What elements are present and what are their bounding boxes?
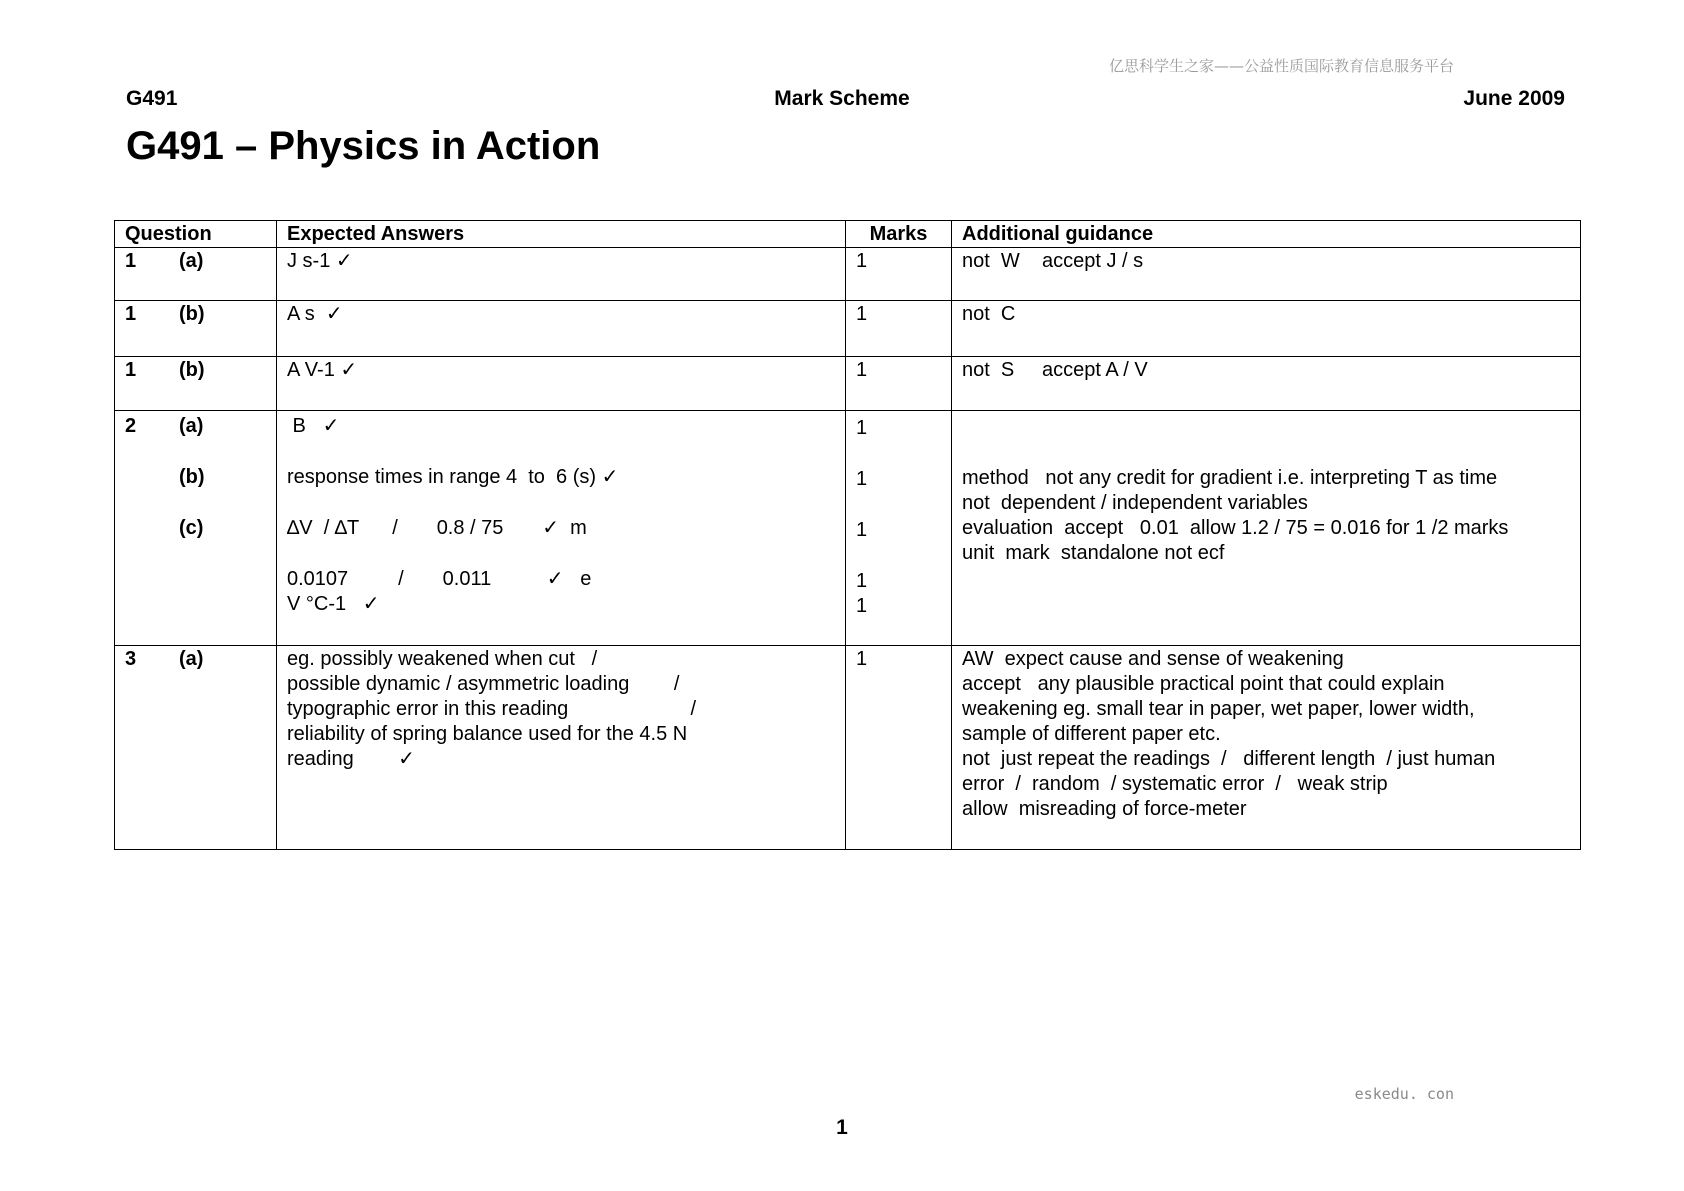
watermark-bottom: eskedu. con <box>1354 1085 1454 1103</box>
answer-line: eg. possibly weakened when cut / <box>287 648 598 670</box>
answer-line: ∆V / ∆T / 0.8 / 75 ✓ m <box>287 517 587 539</box>
answer-line: typographic error in this reading / <box>287 698 697 720</box>
expected-answer-cell <box>277 357 846 411</box>
header-paper-code: G491 <box>126 87 178 110</box>
question-part: (a) <box>179 648 204 670</box>
question-part: (a) <box>179 250 204 272</box>
guidance-line: allow misreading of force-meter <box>962 798 1247 820</box>
question-number: 1 <box>125 359 137 381</box>
question-cell <box>115 411 277 646</box>
table-row <box>115 357 1581 411</box>
answer-line: A V-1 ✓ <box>287 359 358 381</box>
guidance-cell <box>952 411 1581 646</box>
guidance-cell <box>952 646 1581 850</box>
watermark-top: 亿思科学生之家——公益性质国际教育信息服务平台 <box>1108 57 1454 75</box>
question-part-a: (a) <box>179 415 204 437</box>
guidance-line: method not any credit for gradient i.e. interpreting T as time <box>962 467 1498 489</box>
question-number: 2 <box>125 415 137 437</box>
column-header-marks: Marks <box>846 221 952 248</box>
guidance-line: AW expect cause and sense of weakening <box>962 648 1344 670</box>
page-number: 1 <box>836 1116 848 1139</box>
question-part: (b) <box>179 303 205 325</box>
table-row <box>115 248 1581 301</box>
question-cell <box>115 646 277 850</box>
question-cell <box>115 248 277 301</box>
guidance-line: unit mark standalone not ecf <box>962 542 1225 564</box>
question-cell <box>115 357 277 411</box>
guidance-line: sample of different paper etc. <box>962 723 1221 745</box>
question-number: 3 <box>125 648 137 670</box>
marks-value: 1 <box>856 468 868 490</box>
question-part: (b) <box>179 359 205 381</box>
marks-value: 1 <box>856 595 868 617</box>
question-cell <box>115 301 277 357</box>
guidance-line: accept any plausible practical point that could explain <box>962 673 1445 695</box>
table-row <box>115 301 1581 357</box>
mark-scheme-table <box>114 220 1581 850</box>
marks-cell <box>846 411 952 646</box>
marks-value: 1 <box>856 417 868 439</box>
answer-line: V °C-1 ✓ <box>287 593 380 615</box>
page-title: G491 – Physics in Action <box>126 124 601 168</box>
guidance-line: weakening eg. small tear in paper, wet paper, lower width, <box>962 698 1475 720</box>
marks-cell: 1 <box>846 301 952 357</box>
guidance-line: not C <box>962 303 1016 325</box>
column-header-question: Question <box>115 221 277 248</box>
guidance-cell <box>952 301 1581 357</box>
expected-answer-cell <box>277 301 846 357</box>
answer-line: reading ✓ <box>287 748 415 770</box>
answer-line: response times in range 4 to 6 (s) ✓ <box>287 466 619 488</box>
guidance-cell <box>952 248 1581 301</box>
expected-answer-cell <box>277 646 846 850</box>
answer-line: B ✓ <box>287 415 340 437</box>
table-header-row <box>115 221 1581 248</box>
guidance-line: not S accept A / V <box>962 359 1148 381</box>
answer-line: possible dynamic / asymmetric loading / <box>287 673 680 695</box>
answer-line: 0.0107 / 0.011 ✓ e <box>287 568 592 590</box>
marks-cell: 1 <box>846 646 952 850</box>
answer-line: J s-1 ✓ <box>287 250 353 272</box>
marks-cell: 1 <box>846 248 952 301</box>
marks-value: 1 <box>856 519 868 541</box>
table-row <box>115 646 1581 850</box>
column-header-expected-answers: Expected Answers <box>277 221 846 248</box>
guidance-line: not dependent / independent variables <box>962 492 1308 514</box>
guidance-line: not just repeat the readings / different length / just human <box>962 748 1496 770</box>
question-number: 1 <box>125 303 137 325</box>
header-document-type: Mark Scheme <box>774 87 910 110</box>
answer-line: reliability of spring balance used for the 4.5 N <box>287 723 688 745</box>
expected-answer-cell <box>277 411 846 646</box>
question-number: 1 <box>125 250 137 272</box>
header-date: June 2009 <box>1463 87 1565 110</box>
column-header-additional-guidance: Additional guidance <box>952 221 1581 248</box>
question-part-c: (c) <box>179 517 204 539</box>
expected-answer-cell <box>277 248 846 301</box>
table-row <box>115 411 1581 646</box>
answer-line: A s ✓ <box>287 303 343 325</box>
guidance-line: not W accept J / s <box>962 250 1144 272</box>
guidance-line: error / random / systematic error / weak strip <box>962 773 1388 795</box>
question-part-b: (b) <box>179 466 205 488</box>
marks-cell: 1 <box>846 357 952 411</box>
guidance-line: evaluation accept 0.01 allow 1.2 / 75 = 0.016 for 1 /2 marks <box>962 517 1509 539</box>
guidance-cell <box>952 357 1581 411</box>
marks-value: 1 <box>856 570 868 592</box>
